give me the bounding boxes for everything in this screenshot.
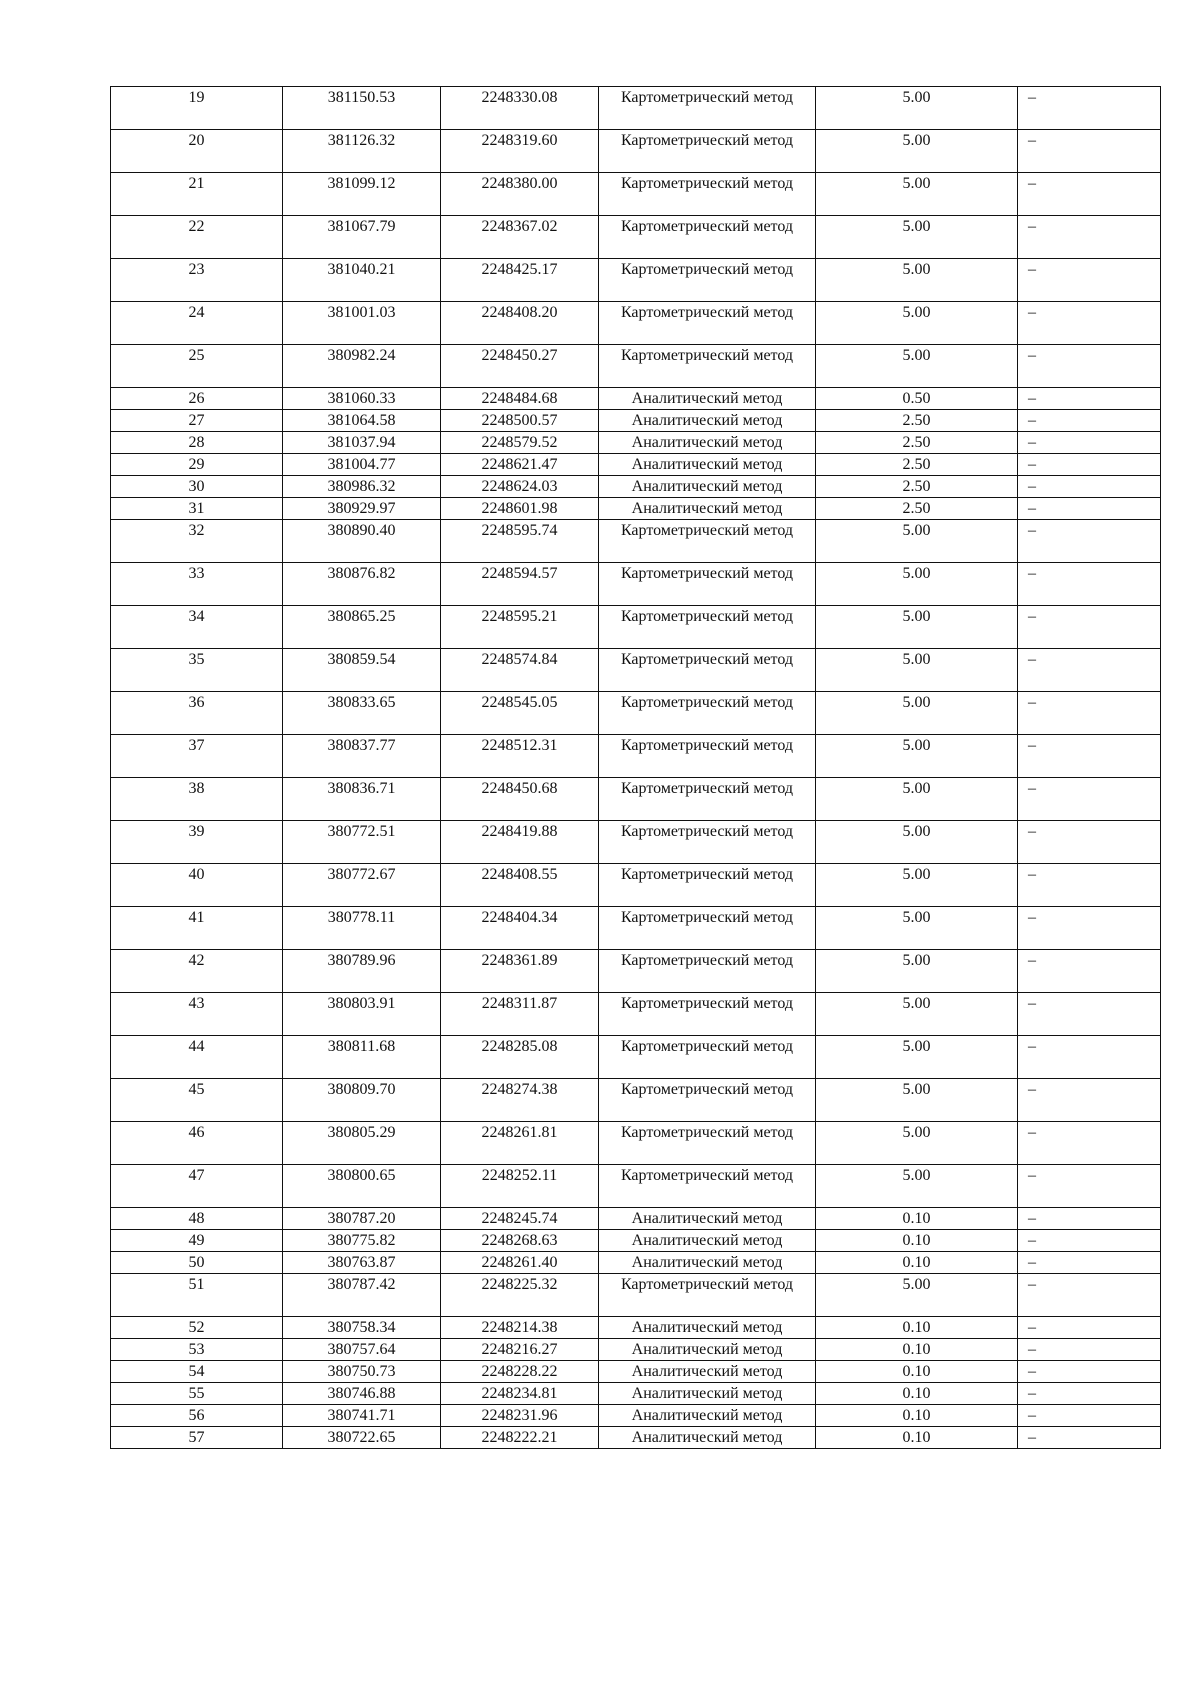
x-coordinate-cell: 380750.73 bbox=[283, 1361, 441, 1383]
point-number-cell: 28 bbox=[111, 432, 283, 454]
x-coordinate-cell: 380836.71 bbox=[283, 778, 441, 821]
method-cell: Аналитический метод bbox=[599, 1383, 816, 1405]
note-cell: – bbox=[1018, 87, 1161, 130]
point-number-cell: 44 bbox=[111, 1036, 283, 1079]
y-coordinate-cell: 2248594.57 bbox=[441, 563, 599, 606]
point-number-cell: 36 bbox=[111, 692, 283, 735]
method-cell: Картометрический метод bbox=[599, 735, 816, 778]
note-cell: – bbox=[1018, 432, 1161, 454]
table-row bbox=[111, 778, 1161, 821]
note-cell: – bbox=[1018, 520, 1161, 563]
accuracy-cell: 0.50 bbox=[816, 388, 1018, 410]
method-cell: Картометрический метод bbox=[599, 130, 816, 173]
y-coordinate-cell: 2248601.98 bbox=[441, 498, 599, 520]
x-coordinate-cell: 381040.21 bbox=[283, 259, 441, 302]
point-number-cell: 43 bbox=[111, 993, 283, 1036]
y-coordinate-cell: 2248330.08 bbox=[441, 87, 599, 130]
coordinates-table-body bbox=[111, 87, 1161, 1449]
note-cell: – bbox=[1018, 1383, 1161, 1405]
y-coordinate-cell: 2248222.21 bbox=[441, 1427, 599, 1449]
table-row bbox=[111, 1317, 1161, 1339]
x-coordinate-cell: 381099.12 bbox=[283, 173, 441, 216]
note-cell: – bbox=[1018, 649, 1161, 692]
x-coordinate-cell: 381126.32 bbox=[283, 130, 441, 173]
table-row bbox=[111, 1252, 1161, 1274]
x-coordinate-cell: 380982.24 bbox=[283, 345, 441, 388]
method-cell: Аналитический метод bbox=[599, 454, 816, 476]
accuracy-cell: 5.00 bbox=[816, 563, 1018, 606]
method-cell: Картометрический метод bbox=[599, 907, 816, 950]
x-coordinate-cell: 380787.42 bbox=[283, 1274, 441, 1317]
x-coordinate-cell: 380876.82 bbox=[283, 563, 441, 606]
accuracy-cell: 5.00 bbox=[816, 1036, 1018, 1079]
method-cell: Картометрический метод bbox=[599, 606, 816, 649]
note-cell: – bbox=[1018, 1230, 1161, 1252]
point-number-cell: 51 bbox=[111, 1274, 283, 1317]
note-cell: – bbox=[1018, 410, 1161, 432]
note-cell: – bbox=[1018, 993, 1161, 1036]
table-row bbox=[111, 520, 1161, 563]
accuracy-cell: 0.10 bbox=[816, 1361, 1018, 1383]
x-coordinate-cell: 381064.58 bbox=[283, 410, 441, 432]
point-number-cell: 52 bbox=[111, 1317, 283, 1339]
accuracy-cell: 5.00 bbox=[816, 821, 1018, 864]
accuracy-cell: 5.00 bbox=[816, 950, 1018, 993]
y-coordinate-cell: 2248231.96 bbox=[441, 1405, 599, 1427]
x-coordinate-cell: 381067.79 bbox=[283, 216, 441, 259]
y-coordinate-cell: 2248484.68 bbox=[441, 388, 599, 410]
point-number-cell: 37 bbox=[111, 735, 283, 778]
y-coordinate-cell: 2248624.03 bbox=[441, 476, 599, 498]
table-row bbox=[111, 454, 1161, 476]
table-row bbox=[111, 606, 1161, 649]
method-cell: Картометрический метод bbox=[599, 649, 816, 692]
accuracy-cell: 0.10 bbox=[816, 1383, 1018, 1405]
note-cell: – bbox=[1018, 1079, 1161, 1122]
method-cell: Картометрический метод bbox=[599, 1122, 816, 1165]
note-cell: – bbox=[1018, 907, 1161, 950]
y-coordinate-cell: 2248319.60 bbox=[441, 130, 599, 173]
note-cell: – bbox=[1018, 563, 1161, 606]
note-cell: – bbox=[1018, 259, 1161, 302]
note-cell: – bbox=[1018, 821, 1161, 864]
table-row bbox=[111, 173, 1161, 216]
method-cell: Картометрический метод bbox=[599, 345, 816, 388]
method-cell: Аналитический метод bbox=[599, 410, 816, 432]
x-coordinate-cell: 381001.03 bbox=[283, 302, 441, 345]
accuracy-cell: 0.10 bbox=[816, 1339, 1018, 1361]
table-row bbox=[111, 410, 1161, 432]
y-coordinate-cell: 2248408.20 bbox=[441, 302, 599, 345]
note-cell: – bbox=[1018, 778, 1161, 821]
x-coordinate-cell: 380859.54 bbox=[283, 649, 441, 692]
x-coordinate-cell: 380722.65 bbox=[283, 1427, 441, 1449]
y-coordinate-cell: 2248361.89 bbox=[441, 950, 599, 993]
accuracy-cell: 5.00 bbox=[816, 778, 1018, 821]
coordinates-table bbox=[110, 86, 1161, 1449]
y-coordinate-cell: 2248228.22 bbox=[441, 1361, 599, 1383]
method-cell: Картометрический метод bbox=[599, 1165, 816, 1208]
x-coordinate-cell: 380803.91 bbox=[283, 993, 441, 1036]
accuracy-cell: 2.50 bbox=[816, 410, 1018, 432]
method-cell: Картометрический метод bbox=[599, 302, 816, 345]
point-number-cell: 47 bbox=[111, 1165, 283, 1208]
table-row bbox=[111, 692, 1161, 735]
note-cell: – bbox=[1018, 1361, 1161, 1383]
y-coordinate-cell: 2248234.81 bbox=[441, 1383, 599, 1405]
x-coordinate-cell: 380986.32 bbox=[283, 476, 441, 498]
table-row bbox=[111, 216, 1161, 259]
y-coordinate-cell: 2248311.87 bbox=[441, 993, 599, 1036]
method-cell: Аналитический метод bbox=[599, 498, 816, 520]
table-row bbox=[111, 1208, 1161, 1230]
accuracy-cell: 2.50 bbox=[816, 476, 1018, 498]
method-cell: Аналитический метод bbox=[599, 1361, 816, 1383]
table-row bbox=[111, 735, 1161, 778]
note-cell: – bbox=[1018, 692, 1161, 735]
table-row bbox=[111, 1274, 1161, 1317]
x-coordinate-cell: 380789.96 bbox=[283, 950, 441, 993]
accuracy-cell: 5.00 bbox=[816, 345, 1018, 388]
point-number-cell: 22 bbox=[111, 216, 283, 259]
method-cell: Картометрический метод bbox=[599, 950, 816, 993]
accuracy-cell: 5.00 bbox=[816, 173, 1018, 216]
y-coordinate-cell: 2248216.27 bbox=[441, 1339, 599, 1361]
note-cell: – bbox=[1018, 498, 1161, 520]
method-cell: Картометрический метод bbox=[599, 563, 816, 606]
y-coordinate-cell: 2248261.40 bbox=[441, 1252, 599, 1274]
y-coordinate-cell: 2248268.63 bbox=[441, 1230, 599, 1252]
point-number-cell: 29 bbox=[111, 454, 283, 476]
method-cell: Картометрический метод bbox=[599, 821, 816, 864]
table-row bbox=[111, 649, 1161, 692]
accuracy-cell: 2.50 bbox=[816, 454, 1018, 476]
x-coordinate-cell: 381060.33 bbox=[283, 388, 441, 410]
note-cell: – bbox=[1018, 1208, 1161, 1230]
point-number-cell: 48 bbox=[111, 1208, 283, 1230]
y-coordinate-cell: 2248261.81 bbox=[441, 1122, 599, 1165]
y-coordinate-cell: 2248595.21 bbox=[441, 606, 599, 649]
note-cell: – bbox=[1018, 345, 1161, 388]
method-cell: Картометрический метод bbox=[599, 778, 816, 821]
y-coordinate-cell: 2248574.84 bbox=[441, 649, 599, 692]
table-row bbox=[111, 130, 1161, 173]
point-number-cell: 33 bbox=[111, 563, 283, 606]
note-cell: – bbox=[1018, 735, 1161, 778]
accuracy-cell: 5.00 bbox=[816, 1165, 1018, 1208]
x-coordinate-cell: 380775.82 bbox=[283, 1230, 441, 1252]
point-number-cell: 55 bbox=[111, 1383, 283, 1405]
point-number-cell: 19 bbox=[111, 87, 283, 130]
method-cell: Картометрический метод bbox=[599, 173, 816, 216]
point-number-cell: 27 bbox=[111, 410, 283, 432]
table-row bbox=[111, 1036, 1161, 1079]
point-number-cell: 26 bbox=[111, 388, 283, 410]
point-number-cell: 57 bbox=[111, 1427, 283, 1449]
point-number-cell: 54 bbox=[111, 1361, 283, 1383]
method-cell: Картометрический метод bbox=[599, 87, 816, 130]
x-coordinate-cell: 380758.34 bbox=[283, 1317, 441, 1339]
point-number-cell: 56 bbox=[111, 1405, 283, 1427]
x-coordinate-cell: 380746.88 bbox=[283, 1383, 441, 1405]
method-cell: Аналитический метод bbox=[599, 1339, 816, 1361]
note-cell: – bbox=[1018, 454, 1161, 476]
note-cell: – bbox=[1018, 1317, 1161, 1339]
point-number-cell: 31 bbox=[111, 498, 283, 520]
x-coordinate-cell: 380778.11 bbox=[283, 907, 441, 950]
point-number-cell: 50 bbox=[111, 1252, 283, 1274]
y-coordinate-cell: 2248274.38 bbox=[441, 1079, 599, 1122]
point-number-cell: 24 bbox=[111, 302, 283, 345]
x-coordinate-cell: 380805.29 bbox=[283, 1122, 441, 1165]
x-coordinate-cell: 380833.65 bbox=[283, 692, 441, 735]
accuracy-cell: 5.00 bbox=[816, 1122, 1018, 1165]
point-number-cell: 25 bbox=[111, 345, 283, 388]
table-row bbox=[111, 907, 1161, 950]
note-cell: – bbox=[1018, 1405, 1161, 1427]
table-row bbox=[111, 950, 1161, 993]
note-cell: – bbox=[1018, 864, 1161, 907]
method-cell: Аналитический метод bbox=[599, 1317, 816, 1339]
table-row bbox=[111, 1165, 1161, 1208]
point-number-cell: 21 bbox=[111, 173, 283, 216]
accuracy-cell: 2.50 bbox=[816, 432, 1018, 454]
accuracy-cell: 5.00 bbox=[816, 993, 1018, 1036]
method-cell: Картометрический метод bbox=[599, 993, 816, 1036]
note-cell: – bbox=[1018, 950, 1161, 993]
y-coordinate-cell: 2248450.68 bbox=[441, 778, 599, 821]
table-row bbox=[111, 1427, 1161, 1449]
note-cell: – bbox=[1018, 476, 1161, 498]
point-number-cell: 38 bbox=[111, 778, 283, 821]
table-row bbox=[111, 1122, 1161, 1165]
method-cell: Аналитический метод bbox=[599, 388, 816, 410]
table-row bbox=[111, 1405, 1161, 1427]
note-cell: – bbox=[1018, 388, 1161, 410]
table-row bbox=[111, 1079, 1161, 1122]
method-cell: Картометрический метод bbox=[599, 216, 816, 259]
note-cell: – bbox=[1018, 606, 1161, 649]
method-cell: Картометрический метод bbox=[599, 520, 816, 563]
method-cell: Картометрический метод bbox=[599, 259, 816, 302]
y-coordinate-cell: 2248214.38 bbox=[441, 1317, 599, 1339]
point-number-cell: 53 bbox=[111, 1339, 283, 1361]
y-coordinate-cell: 2248579.52 bbox=[441, 432, 599, 454]
method-cell: Аналитический метод bbox=[599, 1230, 816, 1252]
point-number-cell: 42 bbox=[111, 950, 283, 993]
accuracy-cell: 0.10 bbox=[816, 1208, 1018, 1230]
y-coordinate-cell: 2248419.88 bbox=[441, 821, 599, 864]
table-row bbox=[111, 388, 1161, 410]
point-number-cell: 39 bbox=[111, 821, 283, 864]
point-number-cell: 20 bbox=[111, 130, 283, 173]
note-cell: – bbox=[1018, 1427, 1161, 1449]
y-coordinate-cell: 2248285.08 bbox=[441, 1036, 599, 1079]
method-cell: Картометрический метод bbox=[599, 864, 816, 907]
point-number-cell: 45 bbox=[111, 1079, 283, 1122]
point-number-cell: 46 bbox=[111, 1122, 283, 1165]
method-cell: Аналитический метод bbox=[599, 1427, 816, 1449]
table-row bbox=[111, 864, 1161, 907]
note-cell: – bbox=[1018, 1036, 1161, 1079]
table-row bbox=[111, 345, 1161, 388]
x-coordinate-cell: 380741.71 bbox=[283, 1405, 441, 1427]
note-cell: – bbox=[1018, 130, 1161, 173]
accuracy-cell: 5.00 bbox=[816, 87, 1018, 130]
x-coordinate-cell: 380772.51 bbox=[283, 821, 441, 864]
table-row bbox=[111, 302, 1161, 345]
x-coordinate-cell: 381004.77 bbox=[283, 454, 441, 476]
accuracy-cell: 5.00 bbox=[816, 1274, 1018, 1317]
table-row bbox=[111, 1383, 1161, 1405]
y-coordinate-cell: 2248500.57 bbox=[441, 410, 599, 432]
accuracy-cell: 5.00 bbox=[816, 216, 1018, 259]
x-coordinate-cell: 380800.65 bbox=[283, 1165, 441, 1208]
x-coordinate-cell: 380757.64 bbox=[283, 1339, 441, 1361]
note-cell: – bbox=[1018, 1274, 1161, 1317]
accuracy-cell: 5.00 bbox=[816, 735, 1018, 778]
x-coordinate-cell: 380929.97 bbox=[283, 498, 441, 520]
x-coordinate-cell: 380763.87 bbox=[283, 1252, 441, 1274]
x-coordinate-cell: 380772.67 bbox=[283, 864, 441, 907]
point-number-cell: 40 bbox=[111, 864, 283, 907]
x-coordinate-cell: 380809.70 bbox=[283, 1079, 441, 1122]
note-cell: – bbox=[1018, 1122, 1161, 1165]
table-row bbox=[111, 993, 1161, 1036]
y-coordinate-cell: 2248367.02 bbox=[441, 216, 599, 259]
note-cell: – bbox=[1018, 302, 1161, 345]
table-row bbox=[111, 821, 1161, 864]
accuracy-cell: 5.00 bbox=[816, 259, 1018, 302]
x-coordinate-cell: 380787.20 bbox=[283, 1208, 441, 1230]
table-row bbox=[111, 563, 1161, 606]
method-cell: Аналитический метод bbox=[599, 476, 816, 498]
table-row bbox=[111, 432, 1161, 454]
x-coordinate-cell: 381150.53 bbox=[283, 87, 441, 130]
point-number-cell: 49 bbox=[111, 1230, 283, 1252]
method-cell: Аналитический метод bbox=[599, 432, 816, 454]
accuracy-cell: 0.10 bbox=[816, 1317, 1018, 1339]
method-cell: Картометрический метод bbox=[599, 1274, 816, 1317]
note-cell: – bbox=[1018, 1252, 1161, 1274]
accuracy-cell: 5.00 bbox=[816, 649, 1018, 692]
y-coordinate-cell: 2248408.55 bbox=[441, 864, 599, 907]
table-row bbox=[111, 259, 1161, 302]
table-row bbox=[111, 1361, 1161, 1383]
note-cell: – bbox=[1018, 1339, 1161, 1361]
accuracy-cell: 5.00 bbox=[816, 130, 1018, 173]
accuracy-cell: 5.00 bbox=[816, 907, 1018, 950]
accuracy-cell: 5.00 bbox=[816, 864, 1018, 907]
point-number-cell: 23 bbox=[111, 259, 283, 302]
method-cell: Аналитический метод bbox=[599, 1208, 816, 1230]
accuracy-cell: 5.00 bbox=[816, 606, 1018, 649]
table-row bbox=[111, 476, 1161, 498]
x-coordinate-cell: 381037.94 bbox=[283, 432, 441, 454]
x-coordinate-cell: 380837.77 bbox=[283, 735, 441, 778]
note-cell: – bbox=[1018, 173, 1161, 216]
accuracy-cell: 0.10 bbox=[816, 1252, 1018, 1274]
method-cell: Аналитический метод bbox=[599, 1252, 816, 1274]
accuracy-cell: 2.50 bbox=[816, 498, 1018, 520]
table-row bbox=[111, 1339, 1161, 1361]
method-cell: Картометрический метод bbox=[599, 1079, 816, 1122]
x-coordinate-cell: 380811.68 bbox=[283, 1036, 441, 1079]
accuracy-cell: 5.00 bbox=[816, 692, 1018, 735]
accuracy-cell: 0.10 bbox=[816, 1405, 1018, 1427]
table-row bbox=[111, 87, 1161, 130]
point-number-cell: 30 bbox=[111, 476, 283, 498]
note-cell: – bbox=[1018, 1165, 1161, 1208]
y-coordinate-cell: 2248252.11 bbox=[441, 1165, 599, 1208]
method-cell: Картометрический метод bbox=[599, 692, 816, 735]
accuracy-cell: 5.00 bbox=[816, 520, 1018, 563]
point-number-cell: 34 bbox=[111, 606, 283, 649]
y-coordinate-cell: 2248595.74 bbox=[441, 520, 599, 563]
point-number-cell: 35 bbox=[111, 649, 283, 692]
y-coordinate-cell: 2248545.05 bbox=[441, 692, 599, 735]
accuracy-cell: 0.10 bbox=[816, 1230, 1018, 1252]
table-row bbox=[111, 498, 1161, 520]
x-coordinate-cell: 380890.40 bbox=[283, 520, 441, 563]
y-coordinate-cell: 2248380.00 bbox=[441, 173, 599, 216]
table-row bbox=[111, 1230, 1161, 1252]
y-coordinate-cell: 2248425.17 bbox=[441, 259, 599, 302]
y-coordinate-cell: 2248225.32 bbox=[441, 1274, 599, 1317]
accuracy-cell: 5.00 bbox=[816, 1079, 1018, 1122]
point-number-cell: 41 bbox=[111, 907, 283, 950]
accuracy-cell: 5.00 bbox=[816, 302, 1018, 345]
method-cell: Аналитический метод bbox=[599, 1405, 816, 1427]
y-coordinate-cell: 2248512.31 bbox=[441, 735, 599, 778]
note-cell: – bbox=[1018, 216, 1161, 259]
y-coordinate-cell: 2248621.47 bbox=[441, 454, 599, 476]
y-coordinate-cell: 2248450.27 bbox=[441, 345, 599, 388]
y-coordinate-cell: 2248404.34 bbox=[441, 907, 599, 950]
point-number-cell: 32 bbox=[111, 520, 283, 563]
y-coordinate-cell: 2248245.74 bbox=[441, 1208, 599, 1230]
x-coordinate-cell: 380865.25 bbox=[283, 606, 441, 649]
method-cell: Картометрический метод bbox=[599, 1036, 816, 1079]
accuracy-cell: 0.10 bbox=[816, 1427, 1018, 1449]
